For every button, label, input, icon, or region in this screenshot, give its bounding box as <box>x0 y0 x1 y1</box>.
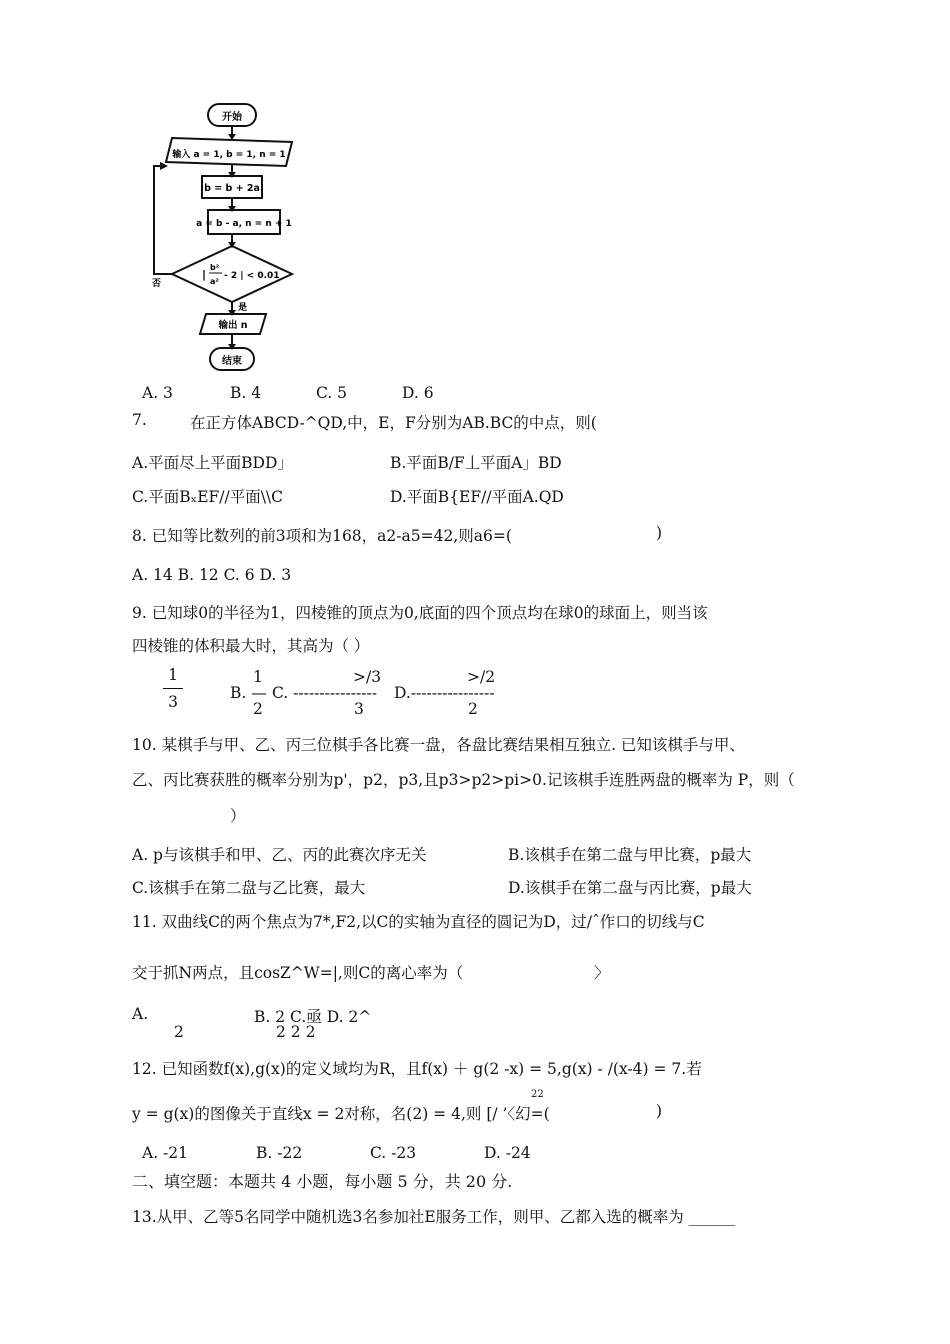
q7-text: 在正方体ABCD-^QD,中，E，F分别为AB.BC的中点，则( <box>190 414 597 432</box>
q9-option-a-fraction <box>163 668 183 710</box>
q9-c-numerator: >/3 <box>353 668 382 686</box>
flow-cond-num: b² <box>210 263 220 272</box>
q11-options-bcd-denominators: 2 2 2 <box>276 1023 316 1041</box>
q9-b-denominator: 2 <box>253 700 263 718</box>
q8-text: 8. 已知等比数列的前3项和为168，a2-a5=42,则a6=( <box>132 527 512 545</box>
q10-line1: 10. 某棋手与甲、乙、丙三位棋手各比赛一盘，各盘比赛结果相互独立. 已知该棋手与甲、 <box>132 736 745 754</box>
q11-close-paren: 〉 <box>594 964 610 982</box>
q9-line2: 四棱锥的体积最大时，其高为（ ） <box>132 637 370 655</box>
q9-option-d-label: D.---------------- <box>394 684 495 702</box>
q8-options: A. 14 B. 12 C. 6 D. 3 <box>132 566 292 584</box>
q9-line1: 9. 已知球0的半径为1，四棱锥的顶点为0,底面的四个顶点均在球0的球面上，则当该 <box>132 604 708 622</box>
q11-option-a: A. <box>132 1005 149 1023</box>
q7-number: 7. <box>132 411 147 429</box>
flow-end-text: 结束 <box>222 356 242 367</box>
q7-option-d: D.平面B{EF//平面A.QD <box>390 488 564 506</box>
q7-option-a: A.平面尽上平面BDD」 <box>132 454 293 472</box>
flow-start-text: 开始 <box>222 112 242 123</box>
q7-option-c: C.平面BₓEF//平面\\C <box>132 488 284 506</box>
q11-line2: 交于抓N两点，且cosZ^W=|,则C的离心率为（ <box>132 964 464 982</box>
q9-option-c-label: C. ---------------- <box>272 684 377 702</box>
q9-option-b-label: B. — <box>230 684 267 702</box>
q11-option-a-denominator: 2 <box>174 1023 184 1041</box>
q9-b-numerator: 1 <box>253 668 263 686</box>
q12-option-c: C. -23 <box>370 1144 417 1162</box>
flow-input-text: 输入 a = 1, b = 1, n = 1 <box>172 150 286 160</box>
flow-no-label: 否 <box>152 279 162 289</box>
flowchart <box>140 96 310 378</box>
q12-superscript: 22 <box>531 1089 544 1100</box>
q6-option-c: C. 5 <box>316 384 348 402</box>
q11-options-bcd: B. 2 C.亟 D. 2^ <box>254 1008 372 1026</box>
flow-cond-den: a² <box>210 277 219 286</box>
flow-yes-label: 是 <box>238 303 248 313</box>
q9-d-numerator: >/2 <box>467 668 496 686</box>
q9-a-numerator: 1 <box>168 666 178 684</box>
q12-option-a: A. -21 <box>142 1144 189 1162</box>
q13-text: 13.从甲、乙等5名同学中随机选3名参加社E服务工作，则甲、乙都入选的概率为 ______ <box>132 1208 736 1226</box>
q10-option-d: D.该棋手在第二盘与丙比赛，p最大 <box>508 879 752 897</box>
q10-line3: ） <box>230 807 246 825</box>
q12-close-paren: ) <box>656 1102 663 1120</box>
flow-cond-bar: | <box>202 268 207 281</box>
flow-cond-right: - 2 | < 0.01 <box>224 271 280 281</box>
q10-option-a: A. p与该棋手和甲、乙、丙的此赛次序无关 <box>132 846 427 864</box>
flow-output-text: 输出 n <box>218 320 248 331</box>
flow-step1-text: b = b + 2a <box>204 183 260 194</box>
q9-d-denominator: 2 <box>468 700 478 718</box>
q12-option-b: B. -22 <box>256 1144 303 1162</box>
section-title-fill-in: 二、填空题：本题共 4 小题，每小题 5 分，共 20 分. <box>132 1172 513 1191</box>
flow-step2-text: a = b - a, n = n + 1 <box>196 219 292 229</box>
q6-option-a: A. 3 <box>142 384 173 402</box>
q10-option-b: B.该棋手在第二盘与甲比赛，p最大 <box>508 846 752 864</box>
q10-option-c: C.该棋手在第二盘与乙比赛，最大 <box>132 879 366 897</box>
q7-option-b: B.平面B/F丄平面A」BD <box>390 454 562 472</box>
q12-line2: y = g(x)的图像关于直线x = 2对称，名(2) = 4,则 [/ ’〈幻=( <box>132 1105 550 1123</box>
q6-option-b: B. 4 <box>230 384 262 402</box>
q6-option-d: D. 6 <box>402 384 434 402</box>
q8-close-paren: ) <box>656 524 663 542</box>
q10-line2: 乙、丙比赛获胜的概率分别为p'，p2，p3,且p3>p2>pi>0.记该棋手连胜两盘的概率为 P，则（ <box>132 771 795 789</box>
q11-line1: 11. 双曲线C的两个焦点为7*,F2,以C的实轴为直径的圆记为D，过/ˆ作口的切线与C <box>132 913 705 931</box>
q12-option-d: D. -24 <box>484 1144 531 1162</box>
q12-line1: 12. 已知函数f(x),g(x)的定义域均为R，且f(x) ＋ g(2 -x) = 5,g(x) - /(x-4) = 7.若 <box>132 1060 702 1078</box>
q9-a-denominator: 3 <box>168 692 178 711</box>
q9-c-denominator: 3 <box>354 700 364 718</box>
